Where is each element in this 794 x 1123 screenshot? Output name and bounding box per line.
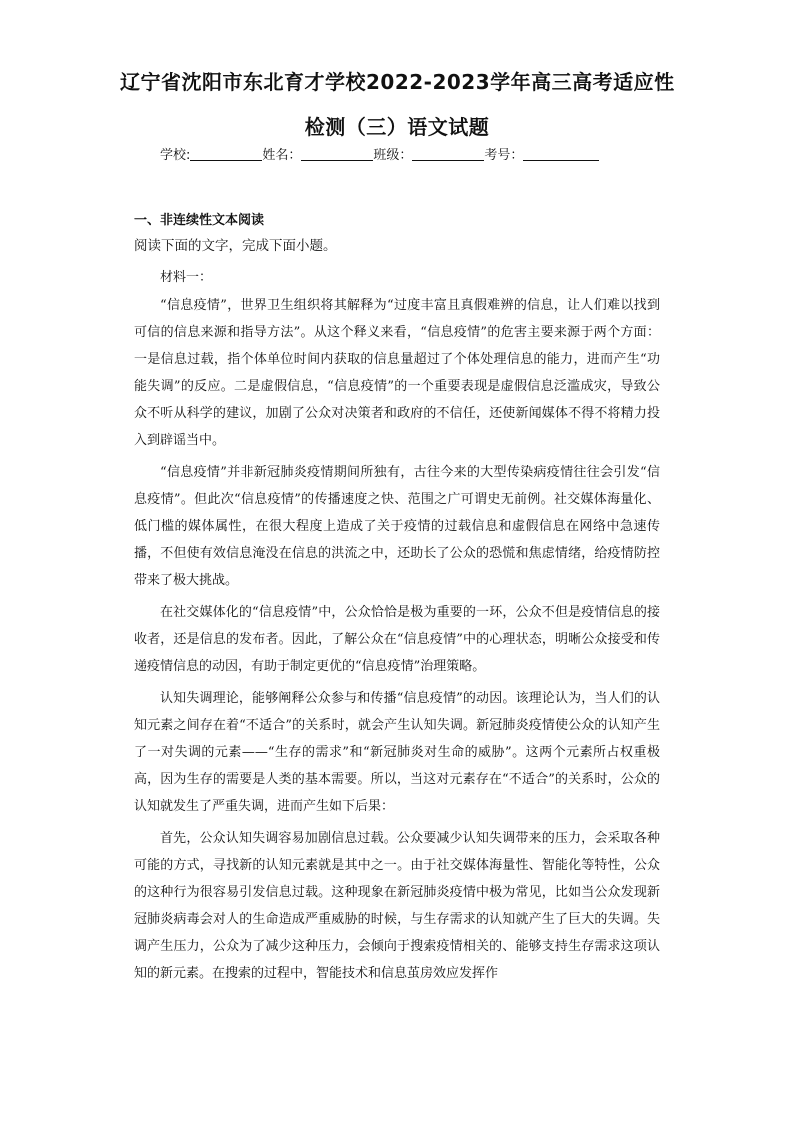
class-label: 班级： <box>373 148 413 163</box>
number-blank <box>523 146 599 161</box>
name-label: 姓名： <box>262 148 302 163</box>
document-title-line-1: 辽宁省沈阳市东北育才学校2022-2023学年高三高考适应性 <box>120 70 675 94</box>
passage-body <box>134 292 660 992</box>
student-info-line <box>160 144 599 163</box>
passage-paragraph: 首先，公众认知失调容易加剧信息过载。公众要减少认知失调带来的压力，会采取各种可能的方式，寻找新的认知元素就是其中之一。由于社交媒体海量性、智能化等特性，公众的这种行为很容易引发信息过载。这种现象在新冠肺炎疫情中极为常见，比如当公众发现新冠肺炎病毒会对人的生命造成严重威胁的时候，与生存需求的认知就产生了巨大的失调。失调产生压力，公众为了减少这种压力，会倾向于搜索疫情相关的、能够支持生存需求这项认知的新元素。在搜索的过程中，智能技术和信息茧房效应发挥作 <box>134 831 660 981</box>
section-heading: 一、非连续性文本阅读 <box>134 213 265 228</box>
school-blank <box>190 146 262 161</box>
passage-paragraph: “信息疫情”并非新冠肺炎疫情期间所独有，古往今来的大型传染病疫情往往会引发“信息疫情”。但此次“信息疫情”的传播速度之快、范围之广可谓史无前例。社交媒体海量化、低门槛的媒体属性，在很大程度上造成了关于疫情的过载信息和虚假信息在网络中急速传播，不但使有效信息淹没在信息的洪流之中，还助长了公众的恐慌和焦虑情绪，给疫情防控带来了极大挑战。 <box>134 465 660 588</box>
reading-instruction: 阅读下面的文字，完成下面小题。 <box>134 238 337 254</box>
passage-paragraph: “信息疫情”，世界卫生组织将其解释为“过度丰富且真假难辨的信息，让人们难以找到可信的信息来源和指导方法”。从这个释义来看，“信息疫情”的危害主要来源于两个方面：一是信息过载，指个体单位时间内获取的信息量超过了个体处理信息的能力，进而产生“功能失调”的反应。二是虚假信息，“信息疫情”的一个重要表现是虚假信息泛滥成灾，导致公众不听从科学的建议，加剧了公众对决策者和政府的不信任，还使新闻媒体不得不将精力投入到辟谣当中。 <box>134 298 660 448</box>
school-label: 学校: <box>160 148 191 163</box>
number-label: 考号： <box>484 148 524 163</box>
passage-paragraph: 认知失调理论，能够阐释公众参与和传播“信息疫情”的动因。该理论认为，当人们的认知元素之间存在着“不适合”的关系时，就会产生认知失调。新冠肺炎疫情使公众的认知产生了一对失调的元素——“生存的需求”和“新冠肺炎对生命的威胁”。这两个元素所占权重极高，因为生存的需要是人类的基本需要。所以，当这对元素存在“不适合”的关系时，公众的认知就发生了严重失调，进而产生如下后果： <box>134 691 660 814</box>
passage-paragraph: 在社交媒体化的“信息疫情”中，公众恰恰是极为重要的一环，公众不但是疫情信息的接收者，还是信息的发布者。因此，了解公众在“信息疫情”中的心理状态，明晰公众接受和传递疫情信息的动因，有助于制定更优的“信息疫情”治理策略。 <box>134 605 660 674</box>
name-blank <box>301 146 373 161</box>
class-blank <box>412 146 484 161</box>
material-label: 材料一： <box>160 270 213 285</box>
document-title-line-2: 检测（三）语文试题 <box>304 115 490 139</box>
